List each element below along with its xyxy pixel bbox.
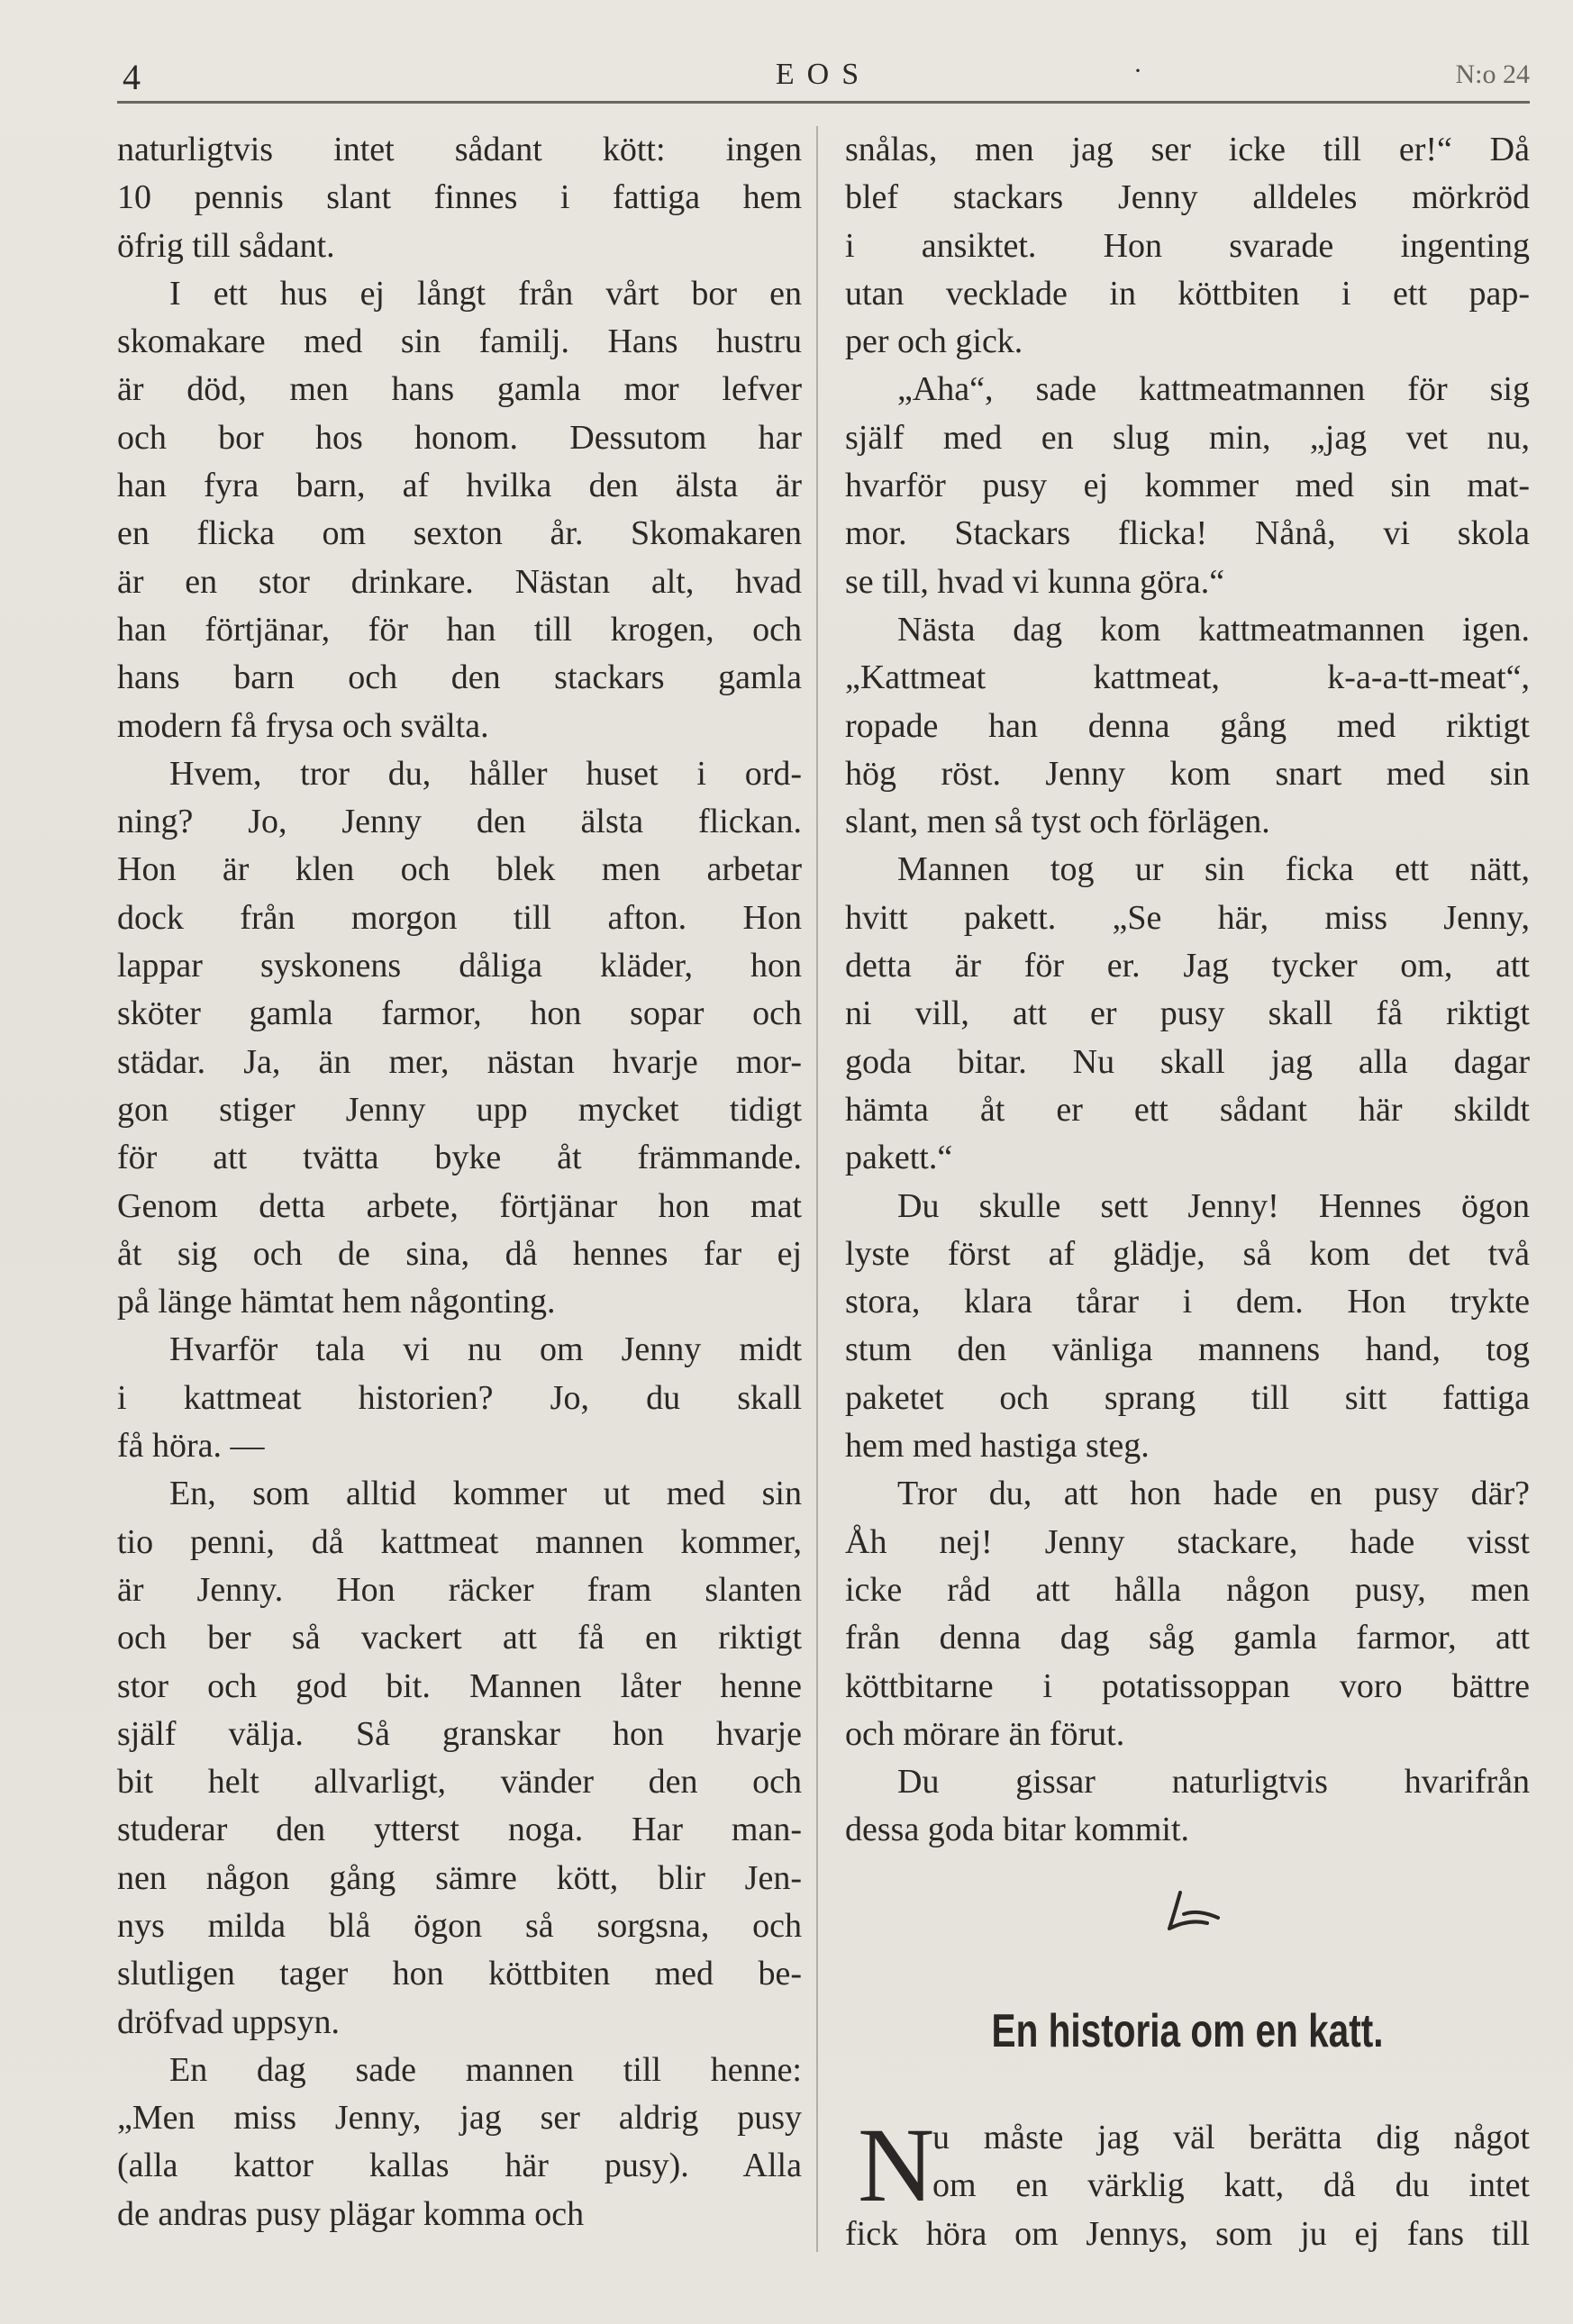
text-line: se till, hvad vi kunna göra.“: [845, 562, 1225, 601]
text-line: Åh nej! Jenny stackare, hade visst: [845, 1522, 1530, 1561]
text-line: han fyra barn, af hvilka den älsta är: [117, 467, 802, 505]
text-line: dröfvad uppsyn.: [117, 2002, 340, 2041]
text-line: ni vill, att er pusy skall få riktigt: [845, 994, 1530, 1033]
text-line: hämta åt er ett sådant här skildt: [845, 1090, 1530, 1129]
text-line: är en stor drinkare. Nästan alt, hvad: [117, 562, 802, 601]
text-line: tio penni, då kattmeat mannen kommer,: [117, 1522, 802, 1561]
text-line: på länge hämtat hem någonting.: [117, 1283, 556, 1321]
text-line: hvarför pusy ej kommer med sin mat-: [845, 467, 1530, 505]
text-line: lappar syskonens dåliga kläder, hon: [117, 947, 802, 985]
text-line: Du skulle sett Jenny! Hennes ögon: [897, 1186, 1530, 1225]
text-line: detta är för er. Jag tycker om, att: [845, 947, 1530, 985]
text-line: Hon är klen och blek men arbetar: [117, 850, 802, 889]
text-line: ropade han denna gång med riktigt: [845, 706, 1530, 745]
text-line: köttbitarne i potatissoppan voro bättre: [845, 1666, 1530, 1705]
text-line: städar. Ja, än mer, nästan hvarje mor-: [117, 1042, 802, 1081]
text-line: de andras pusy plägar komma och: [117, 2194, 585, 2233]
text-line: Hvem, tror du, håller huset i ord-: [169, 754, 802, 793]
text-line: dessa goda bitar kommit.: [845, 1811, 1190, 1849]
text-line: och ber så vackert att få en riktigt: [117, 1619, 802, 1657]
column-divider: [816, 126, 818, 2252]
text-line: nys milda blå ögon så sorgsna, och: [117, 1906, 802, 1945]
text-line: slant, men så tyst och förlägen.: [845, 803, 1270, 841]
text-line: i ansiktet. Hon svarade ingenting: [845, 226, 1530, 265]
text-line: (alla kattor kallas här pusy). Alla: [117, 2147, 802, 2185]
text-line: sköter gamla farmor, hon sopar och: [117, 994, 802, 1033]
text-line: fick höra om Jennys, som ju ej fans till: [845, 2215, 1530, 2253]
text-line: själf med en slug min, „jag vet nu,: [845, 418, 1530, 457]
text-line: icke råd att hålla någon pusy, men: [845, 1570, 1530, 1609]
text-line: Du gissar naturligtvis hvarifrån: [897, 1763, 1530, 1802]
page-number: 4: [123, 57, 141, 97]
page-header: [117, 52, 1530, 106]
drop-cap-lines: [932, 2114, 1530, 2211]
article-tail: [845, 2211, 1530, 2258]
text-line: för att tvätta byke åt främmande.: [117, 1139, 802, 1177]
ornament-flourish-icon: [1153, 1887, 1229, 1941]
text-line: modern få frysa och svälta.: [117, 706, 489, 745]
text-line: skomakare med sin familj. Hans hustru: [117, 322, 802, 361]
text-line: Nästa dag kom kattmeatmannen igen.: [897, 610, 1530, 649]
text-line: En dag sade mannen till henne:: [169, 2050, 802, 2089]
text-line: Tror du, att hon hade en pusy där?: [897, 1475, 1530, 1513]
text-line: Hvarför tala vi nu om Jenny midt: [169, 1330, 802, 1369]
text-line: är död, men hans gamla mor lefver: [117, 370, 802, 409]
right-column: [845, 126, 1530, 1855]
text-line: blef stackars Jenny alldeles mörkröd: [845, 178, 1530, 217]
text-line: stum den vänliga mannens hand, tog: [845, 1330, 1530, 1369]
text-line: hvitt pakett. „Se här, miss Jenny,: [845, 898, 1530, 937]
text-line: själf välja. Så granskar hon hvarje: [117, 1714, 802, 1753]
text-line: ning? Jo, Jenny den älsta flickan.: [117, 803, 802, 841]
text-line: lyste först af glädje, så kom det två: [845, 1234, 1530, 1273]
text-line: en flicka om sexton år. Skomakaren: [117, 514, 802, 553]
text-line: Genom detta arbete, förtjänar hon mat: [117, 1186, 802, 1225]
text-line: gon stiger Jenny upp mycket tidigt: [117, 1090, 802, 1129]
issue-number: N:o 24: [1455, 59, 1530, 89]
text-line: Mannen tog ur sin ficka ett nätt,: [897, 850, 1530, 889]
header-mark: ·: [1133, 56, 1142, 86]
text-line: är Jenny. Hon räcker fram slanten: [117, 1570, 802, 1609]
header-rule: [117, 101, 1530, 104]
text-line: dock från morgon till afton. Hon: [117, 898, 802, 937]
text-line: mor. Stackars flicka! Nånå, vi skola: [845, 514, 1530, 553]
text-line: utan vecklade in köttbiten i ett pap-: [845, 274, 1530, 313]
left-column: [117, 126, 802, 2238]
text-line: i kattmeat historien? Jo, du skall: [117, 1378, 802, 1417]
text-line: hem med hastiga steg.: [845, 1427, 1150, 1466]
text-line: från denna dag såg gamla farmor, att: [845, 1619, 1530, 1657]
text-line: stor och god bit. Mannen låter henne: [117, 1666, 802, 1705]
article-heading: En historia om en katt.: [991, 2005, 1384, 2057]
text-line: åt sig och de sina, då hennes far ej: [117, 1234, 802, 1273]
text-line: hög röst. Jenny kom snart med sin: [845, 754, 1530, 793]
text-line: pakett.“: [845, 1139, 953, 1177]
text-line: slutligen tager hon köttbiten med be-: [117, 1955, 802, 1993]
text-line: bit helt allvarligt, vänder den och: [117, 1763, 802, 1802]
text-line: få höra. —: [117, 1427, 265, 1466]
journal-title: EOS: [775, 58, 872, 91]
text-line: öfrig till sådant.: [117, 226, 335, 265]
text-line: och mörare än förut.: [845, 1714, 1125, 1753]
text-line: per och gick.: [845, 322, 1023, 361]
text-line: om en värklig katt, då du intet: [932, 2166, 1530, 2205]
text-line: snålas, men jag ser icke till er!“ Då: [845, 131, 1530, 168]
text-line: u måste jag väl berätta dig något: [932, 2119, 1530, 2156]
text-line: hans barn och den stackars gamla: [117, 658, 802, 697]
text-line: En, som alltid kommer ut med sin: [169, 1475, 802, 1513]
text-line: „Kattmeat kattmeat, k-a-a-tt-meat“,: [845, 658, 1530, 697]
drop-cap: N: [858, 2106, 935, 2224]
text-line: han förtjänar, för han till krogen, och: [117, 610, 802, 649]
text-line: „Men miss Jenny, jag ser aldrig pusy: [117, 2099, 802, 2138]
text-line: goda bitar. Nu skall jag alla dagar: [845, 1042, 1530, 1081]
text-line: I ett hus ej långt från vårt bor en: [169, 274, 802, 313]
text-line: 10 pennis slant finnes i fattiga hem: [117, 178, 802, 217]
text-line: naturligtvis intet sådant kött: ingen: [117, 131, 802, 168]
text-line: paketet och sprang till sitt fattiga: [845, 1378, 1530, 1417]
text-line: studerar den ytterst noga. Har man-: [117, 1811, 802, 1849]
text-line: „Aha“, sade kattmeatmannen för sig: [897, 370, 1530, 409]
text-line: och bor hos honom. Dessutom har: [117, 418, 802, 457]
text-line: nen någon gång sämre kött, blir Jen-: [117, 1858, 802, 1897]
text-line: stora, klara tårar i dem. Hon trykte: [845, 1283, 1530, 1321]
